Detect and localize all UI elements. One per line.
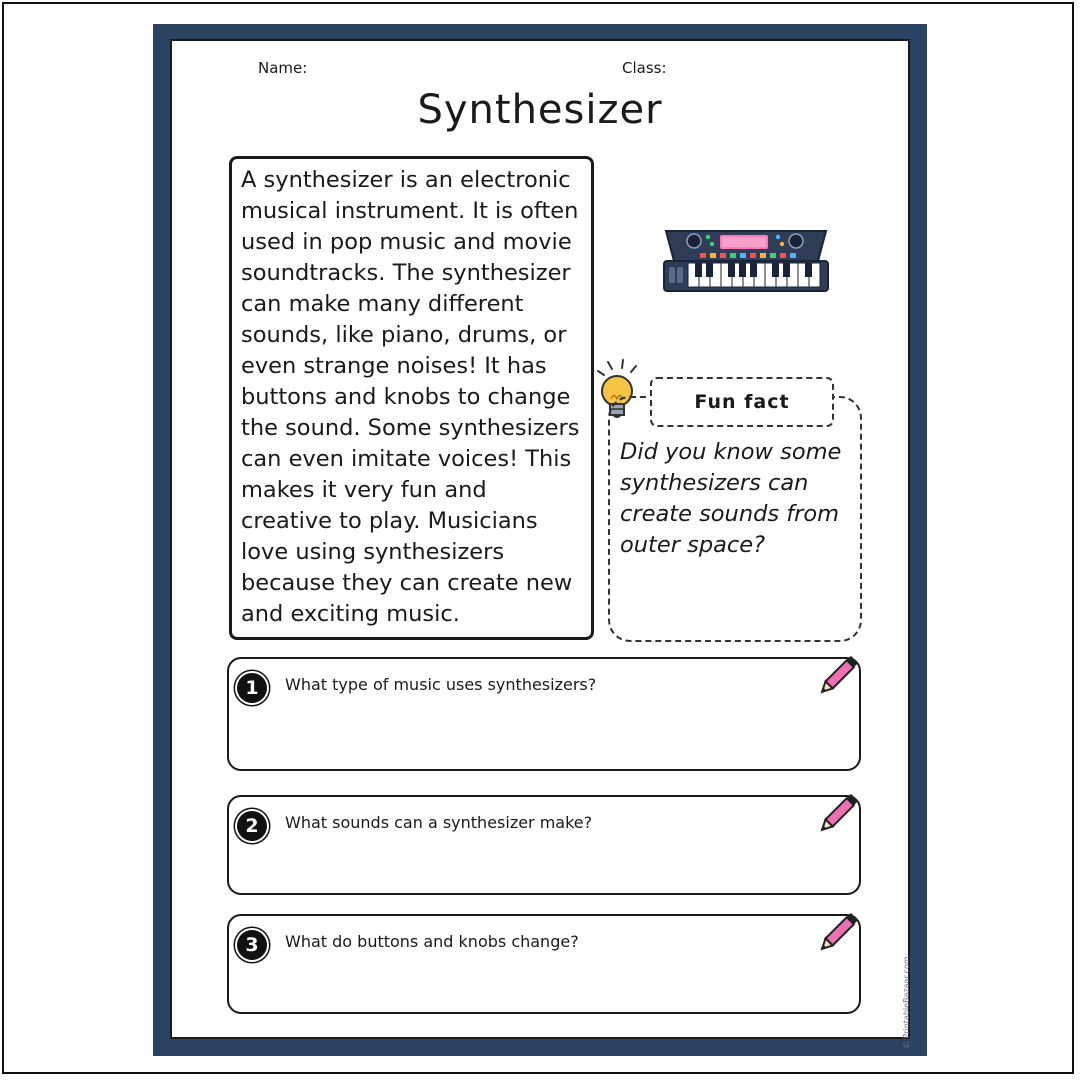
question-3-box[interactable]	[227, 914, 861, 1014]
reading-passage-text: A synthesizer is an electronic musical instrument. It is often used in pop music and movie soundtracks. The synthesizer can make many different sounds, like piano, drums, or even strange noises! It has buttons and knobs to change the sound. Some synthesizers can even imitate voices! This makes it very fun and creative to play. Musicians love using synthesizers because they can create new and exciting music.	[241, 167, 580, 627]
class-label: Class:	[622, 59, 667, 77]
name-label: Name:	[258, 59, 308, 77]
reading-passage-box	[229, 156, 594, 640]
question-1-text: What type of music uses synthesizers?	[285, 675, 597, 694]
pencil-icon	[811, 904, 867, 960]
copyright-credit: © PrintableBazaar.com	[902, 956, 911, 1049]
question-1-box[interactable]	[227, 657, 861, 771]
page-title: Synthesizer	[417, 87, 663, 133]
fun-fact-text: Did you know some synthesizers can create sounds from outer space?	[620, 439, 842, 558]
worksheet-frame	[153, 24, 927, 1056]
question-number-badge: 2	[237, 811, 267, 841]
question-2-text: What sounds can a synthesizer make?	[285, 813, 593, 832]
question-number-badge: 3	[237, 930, 267, 960]
pencil-icon	[811, 785, 867, 841]
pencil-icon	[811, 647, 867, 703]
fun-fact-title: Fun fact	[650, 377, 834, 427]
synthesizer-keyboard-icon	[660, 217, 832, 297]
worksheet-page	[170, 39, 911, 1049]
question-number-badge: 1	[237, 673, 267, 703]
question-2-box[interactable]	[227, 795, 861, 895]
question-3-text: What do buttons and knobs change?	[285, 932, 579, 951]
